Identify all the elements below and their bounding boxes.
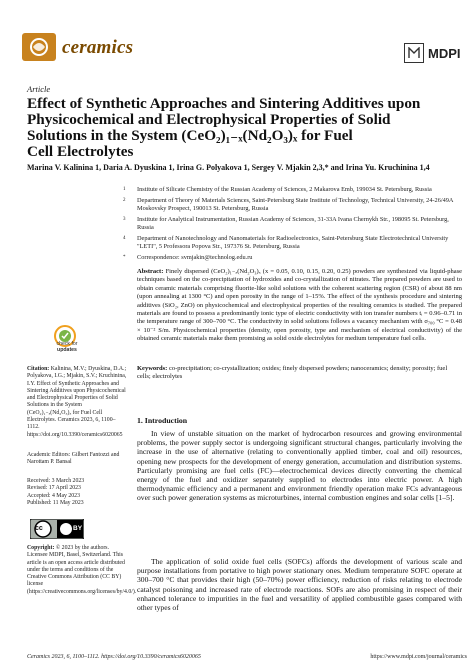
intro-paragraph: In view of unstable situation on the market of hydrocarbon resources and growing environmental problems, the power supply sector is undergoing significant structural changes, particularly involving the increase in the use of alternative (relating to conventionally applied timber, coal and oil) resources, opening new prospects for the development of energy generation, accumulation and distribution systems. Particularly promising are fuel cells (FC)—electrochemical devices directly converting the chemical energy of the fuel and oxidizer separately supplied to electrodes into electric power. A high thermodynamic efficiency and a permanent and environment friendly operation make FCs advantageous over such power generation systems as microturbines, internal combustion engines and solar cells [1–5]. [137,429,462,503]
keywords [137,365,462,382]
affiliation [123,197,462,213]
article-type: Article [27,84,51,94]
dates [27,478,127,507]
abstract [137,268,462,344]
citation-label: Citation: [27,366,50,372]
editors-text: Gilbert Fantozzi and Narottam P. Bansal [27,452,120,466]
title-line: Cell Electrolytes [27,143,134,160]
keywords-text: co-precipitation; co-crystallization; oxides; finely dispersed powders; nanoceramics; density; porosity; fuel cells; electrolytes [137,365,448,381]
cc-label: cc [35,525,43,532]
accepted-date: Accepted: 4 May 2023 [27,492,80,499]
affiliation [123,216,462,232]
publisher-logo [404,42,461,64]
title-line: Effect of Synthetic Approaches and Sintering Additives upon [27,95,421,112]
affiliation-text: Department of Nanotechnology and Nanomaterials for Radioelectronics, Saint-Petersburg State Electrotechnical University "LETI", 5 Professora Popova Str., 197376 St. Petersburg, Russia [137,235,449,250]
footer-citation[interactable]: Ceramics 2023, 6, 1100–1112. https://doi.org/10.3390/ceramics6020065 [27,654,201,660]
affiliation-number: 1 [123,187,126,192]
published-date: Published: 11 May 2023 [27,499,84,506]
publisher-name: MDPI [428,45,461,61]
author-list: Marina V. Kalinina 1, Daria A. Dyuskina 1, Irina G. Polyakova 1, Sergey V. Mjakin 2,3,* and Irina Yu. Kruchinina 1,4 [27,163,430,172]
correspondence-email[interactable]: Correspondence: svmjakin@technolog.edu.ru [137,254,253,261]
affiliation [123,186,462,194]
academic-editors [27,452,127,467]
page-footer [27,654,467,660]
affiliation-text: Institute for Analytical Instrumentation, Russian Academy of Sciences, 31-33A Ivana Chernykh Str., 198095 St. Petersburg, Russia [137,216,449,231]
intro-paragraph: The application of solid oxide fuel cells (SOFCs) affords the development of various scale and purpose installations from portative to high power stationary ones. Medium temperature SOFC operate at 300–700 °C that provides their high (50–70%) power efficiency, reduction of risks relating to electrode catalyst poisoning and increased rate of electrode reactions. SOFs are also promising in respect of their enhanced tolerance to impurities in the fuel and versatility of applied combustible gases compared with other types of [137,557,462,613]
correspondence[interactable] [123,254,462,262]
affiliation [123,235,462,251]
journal-logo-icon [22,33,56,61]
keywords-label: Keywords: [137,365,168,372]
copyright [27,545,137,596]
copyright-label: Copyright: [27,545,55,551]
affiliation-text: Institute of Silicate Chemistry of the Russian Academy of Sciences, 2 Makarova Emb, 199034 St. Petersburg, Russia [137,186,432,193]
affiliation-number: 2 [123,198,126,203]
title-line: Physicochemical and Electrophysical Properties of Solid [27,111,391,128]
abstract-label: Abstract: [137,268,164,275]
journal-name: ceramics [62,37,134,58]
affiliation-number: 3 [123,217,126,222]
abstract-text: Finely dispersed (CeO₂)₁₋ₓ(Nd₂O₃)ₓ (x = 0.05, 0.10, 0.15, 0.20, 0.25) powders are synthesized via liquid-phase techniques based on the co-precipitation of hydroxides and co-crystallization of nitrates. The prepared powders are used to obtain ceramic materials comprising fluorite-like solid solutions with the coherent scattering region (CSR) of about 88 nm (upon annealing at 1300 °C) and open porosity in the range of 1–15%. The effect of the synthesis procedure and sintering additives (SiO₂, ZnO) on physicochemical and electrophysical properties of the resulting ceramics is studied. The prepared materials are found to possess a predominantly ionic type of electric conductivity with ion transfer numbers tᵢ = 0.96–0.71 in the temperature range of 300–700 °C. The conductivity in solid solutions follows a vacancy mechanism with σ₇₀₀ °C = 0.48 × 10⁻² S/m. Physicochemical properties (density, open porosity, type and mechanism of electrical conductivity) of the obtained ceramic materials make them promising as solid oxide electrolytes for medium temperature fuel cells. [137,268,462,343]
article-title [27,96,457,160]
affiliation-number: * [123,255,126,260]
citation-text: Kalinina, M.V.; Dyuskina, D.A.; Polyakova, I.G.; Mjakin, S.V.; Kruchinina, I.Y. Effect of Synthetic Approaches and Sintering Additives upon Physicochemical and Electrophysical Properties of Solid Solutions in the System (CeO₂)₁₋ₓ(Nd₂O₃)ₓ for Fuel Cell Electrolytes. Ceramics 2023, 6, 1100–1112. https://doi.org/10.3390/ceramics6020065 [27,366,127,438]
copyright-text: © 2023 by the authors. Licensee MDPI, Basel, Switzerland. This article is an open access article distributed under the terms and conditions of the Creative Commons Attribution (CC BY) license (https://creativecommons.org/licenses/by/4.0/). [27,545,137,595]
section-heading: 1. Introduction [137,416,188,425]
affiliation-text: Department of Theory of Materials Sciences, Saint-Petersburg State Institute of Technology, Technical University, 24-26/49A Moskovsky Prospect, 190013 St. Petersburg, Russia [137,197,454,212]
editors-label: Academic Editors: [27,452,71,458]
cc-by-label: BY [73,525,83,532]
check-label: check for [56,341,78,347]
citation [27,366,127,439]
check-for-updates-button[interactable] [34,325,100,359]
updates-label: updates [57,347,77,353]
affiliation-number: 4 [123,236,126,241]
cc-license-badge[interactable] [30,519,84,539]
footer-site-link[interactable]: https://www.mdpi.com/journal/ceramics [370,654,467,660]
title-line: Solutions in the System (CeO₂)₁₋ₓ(Nd₂O₃)ₓ for Fuel [27,127,353,144]
mdpi-mark-icon [404,43,424,63]
received-date: Received: 3 March 2023 [27,478,85,484]
revised-date: Revised: 17 April 2023 [27,485,81,492]
